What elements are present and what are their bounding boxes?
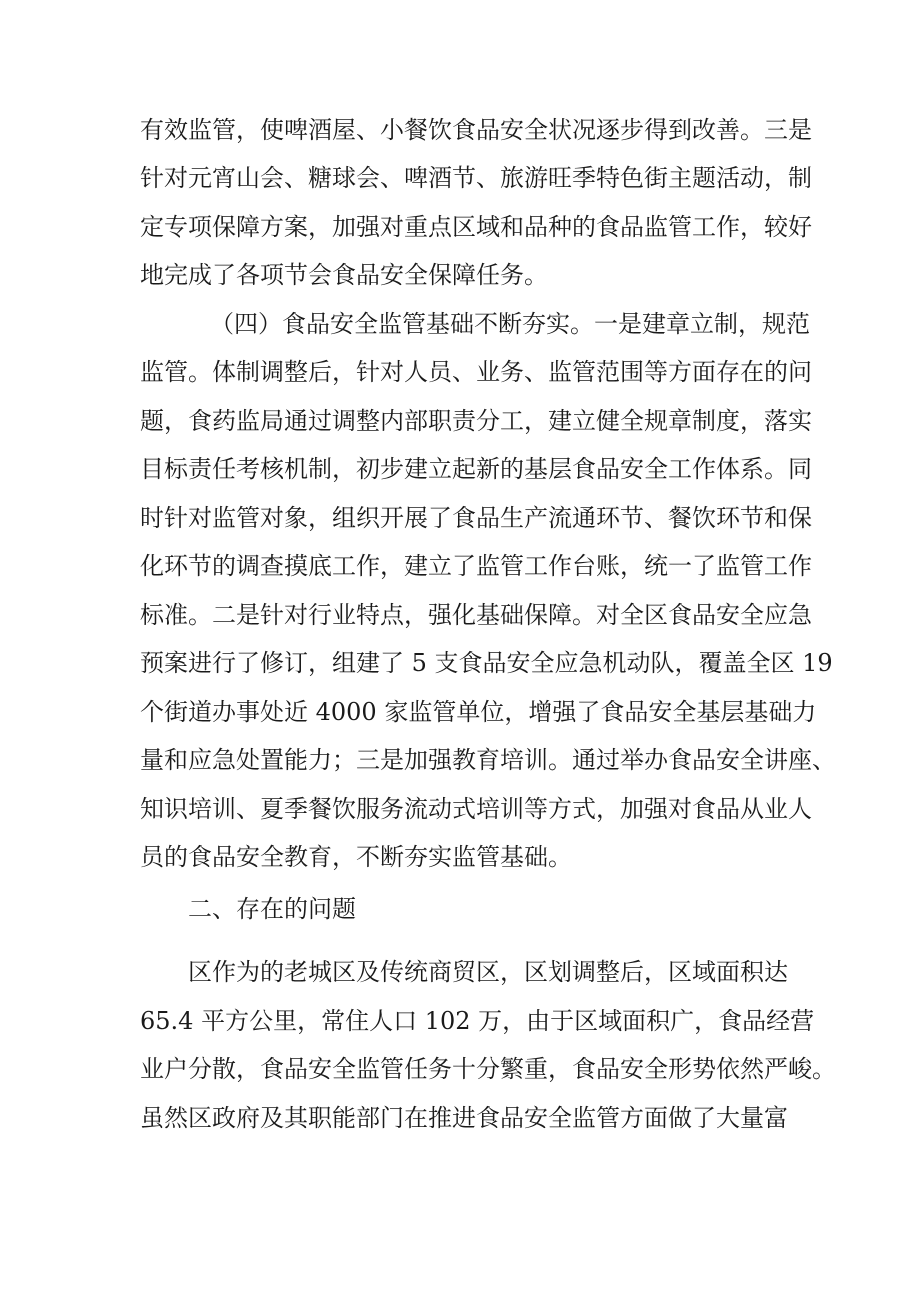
text-line-4: 地完成了各项节会食品安全保障任务。: [140, 261, 548, 289]
text-line-2: 针对元宵山会、糖球会、啤酒节、旅游旺季特色街主题活动，制: [140, 164, 812, 192]
text-line-19: 65.4 平方公里，常住人口 102 万，由于区域面积广，食品经营: [140, 1007, 815, 1035]
text-line-13: 个街道办事处近 4000 家监管单位，增强了食品安全基层基础力: [140, 698, 817, 726]
text-line-21: 虽然区政府及其职能部门在推进食品安全监管方面做了大量富: [140, 1104, 788, 1132]
text-line-7: 题，食药监局通过调整内部职责分工，建立健全规章制度，落实: [140, 407, 812, 435]
text-line-14: 量和应急处置能力；三是加强教育培训。通过举办食品安全讲座、: [140, 746, 836, 774]
text-line-18: 区作为的老城区及传统商贸区，区划调整后，区域面积达: [188, 958, 788, 986]
text-line-15: 知识培训、夏季餐饮服务流动式培训等方式，加强对食品从业人: [140, 795, 812, 823]
text-line-9: 时针对监管对象，组织开展了食品生产流通环节、餐饮环节和保: [140, 504, 812, 532]
section-heading-problems: 二、存在的问题: [188, 895, 356, 923]
text-line-20: 业户分散，食品安全监管任务十分繁重，食品安全形势依然严峻。: [140, 1055, 836, 1083]
text-line-11: 标准。二是针对行业特点，强化基础保障。对全区食品安全应急: [140, 601, 812, 629]
section-4-heading-line: （四）食品安全监管基础不断夯实。一是建章立制，规范: [210, 310, 810, 338]
text-line-12: 预案进行了修订，组建了 5 支食品安全应急机动队，覆盖全区 19: [140, 649, 833, 677]
text-line-3: 定专项保障方案，加强对重点区域和品种的食品监管工作，较好: [140, 213, 812, 241]
text-line-6: 监管。体制调整后，针对人员、业务、监管范围等方面存在的问: [140, 358, 812, 386]
text-line-16: 员的食品安全教育，不断夯实监管基础。: [140, 843, 572, 871]
text-line-8: 目标责任考核机制，初步建立起新的基层食品安全工作体系。同: [140, 455, 812, 483]
text-line-1: 有效监管，使啤酒屋、小餐饮食品安全状况逐步得到改善。三是: [140, 116, 812, 144]
text-line-10: 化环节的调查摸底工作，建立了监管工作台账，统一了监管工作: [140, 552, 812, 580]
